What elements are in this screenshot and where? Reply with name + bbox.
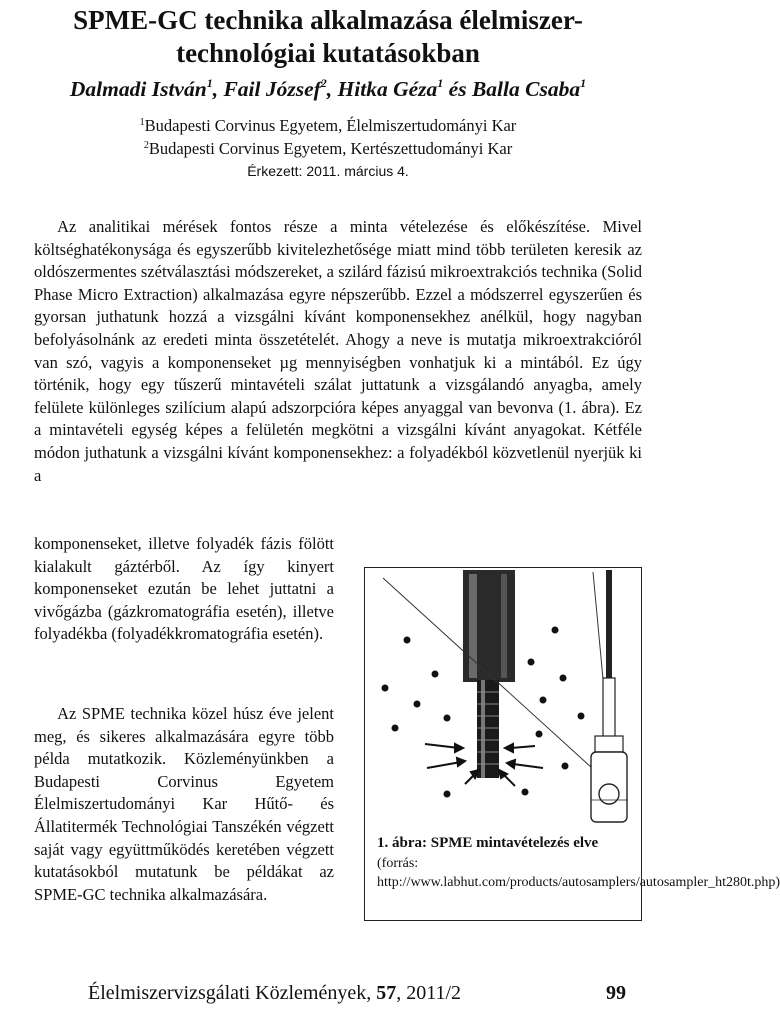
journal-issue: , 2011/2 xyxy=(396,982,462,1004)
author-separator: , xyxy=(212,77,224,101)
page-number: 99 xyxy=(606,982,626,1004)
author-affiliation-mark: 1 xyxy=(437,76,444,90)
journal-volume: 57 xyxy=(376,982,397,1004)
journal-name: Élelmiszervizsgálati Közlemények, xyxy=(88,982,377,1004)
journal-footer xyxy=(88,980,461,1006)
affiliation xyxy=(0,139,656,159)
author-name: Fail József xyxy=(223,77,321,101)
author-list xyxy=(10,76,646,102)
caption-title: 1. ábra: SPME mintavételezés elve xyxy=(377,835,599,851)
affiliation xyxy=(0,116,656,136)
vial-cap-shape xyxy=(595,736,623,752)
figure-caption xyxy=(377,834,780,893)
affiliation-mark: 2 xyxy=(143,140,149,151)
author-separator: , xyxy=(326,77,338,101)
author-name: Hitka Géza xyxy=(337,77,438,101)
body-paragraph-1-continued: komponenseket, illetve folyadék fázis fölött kialakult gáztérből. Az így kinyert komponenseket ezután be lehet juttatni a vivőgázba (gázkromatográfia esetén), illetve folyadékba (folyadékkromatográfia esetén). xyxy=(34,534,334,644)
fiber-shape xyxy=(477,680,499,778)
affiliation-mark: 1 xyxy=(139,117,145,128)
article-title: SPME-GC technika alkalmazása élelmiszer-technológiai kutatásokban xyxy=(73,5,583,68)
author-affiliation-mark: 1 xyxy=(206,76,213,90)
figure-1 xyxy=(364,567,780,921)
author-affiliation-mark: 2 xyxy=(320,76,327,90)
affiliation-text: Budapesti Corvinus Egyetem, Kertészettudományi Kar xyxy=(148,139,513,158)
author-separator: és xyxy=(443,77,472,101)
author-affiliation-mark: 1 xyxy=(580,76,587,90)
body-paragraph-2: Az SPME technika közel húsz éve jelent meg, és sikeres alkalmazására egyre több példa mutatkozik. Közleményünkben a Budapesti Corvinus Egyetem Élelmiszertudományi Kar Hűtő- és Állatitermék Technológiai Tanszékén végzett saját vagy együttműködés keretében végzett kutatásokból mutatunk be példákat az SPME-GC technika alkalmazására. xyxy=(34,704,334,904)
caption-source: (forrás: http://www.labhut.com/products/autosamplers/autosampler_ht280t.php) xyxy=(377,855,780,890)
author-name: Dalmadi István xyxy=(69,77,207,101)
syringe-shape xyxy=(606,570,612,678)
received-date: Érkezett: 2011. március 4. xyxy=(247,163,409,179)
vial-shape xyxy=(591,752,627,822)
body-paragraph-1: Az analitikai mérések fontos része a minta vételezése és előkészítése. Mivel költséghatékonysága és egyszerűbb kivitelezhetősége miatt mind több területen keresik az oldószermentes szétválasztási módszereket, a szilárd fázisú mikroextrakciós technika (Solid Phase Micro Extraction) alkalmazása egyre népszerűbb. Ezzel a módszerrel egyszerűen és gyorsan juthatunk hozzá a vizsgálni kívánt komponensekhez anélkül, hogy nagyban befolyásolnánk az eredeti minta összetételét. Ahogy a neve is mutatja mikroextrakcióról van szó, vagyis a komponenseket µg mennyiségben vonhatjuk ki a mintából. Ez úgy történik, hogy egy tűszerű mintavételi szálat juttatunk a vizsgálandó anyagba, amely felülete különleges szilícium alapú adszorpcióra képes anyaggal van bevonva (1. ábra). Ez a mintavételi egység képes a felületén megkötni a vizsgálni kívánt anyagokat. Kétféle módon juthatunk a vizsgálni kívánt komponensekhez: a folyadékból közvetlenül nyerjük ki a xyxy=(34,217,642,485)
author-name: Balla Csaba xyxy=(471,77,581,101)
affiliation-text: Budapesti Corvinus Egyetem, Élelmiszertudományi Kar xyxy=(144,116,517,135)
